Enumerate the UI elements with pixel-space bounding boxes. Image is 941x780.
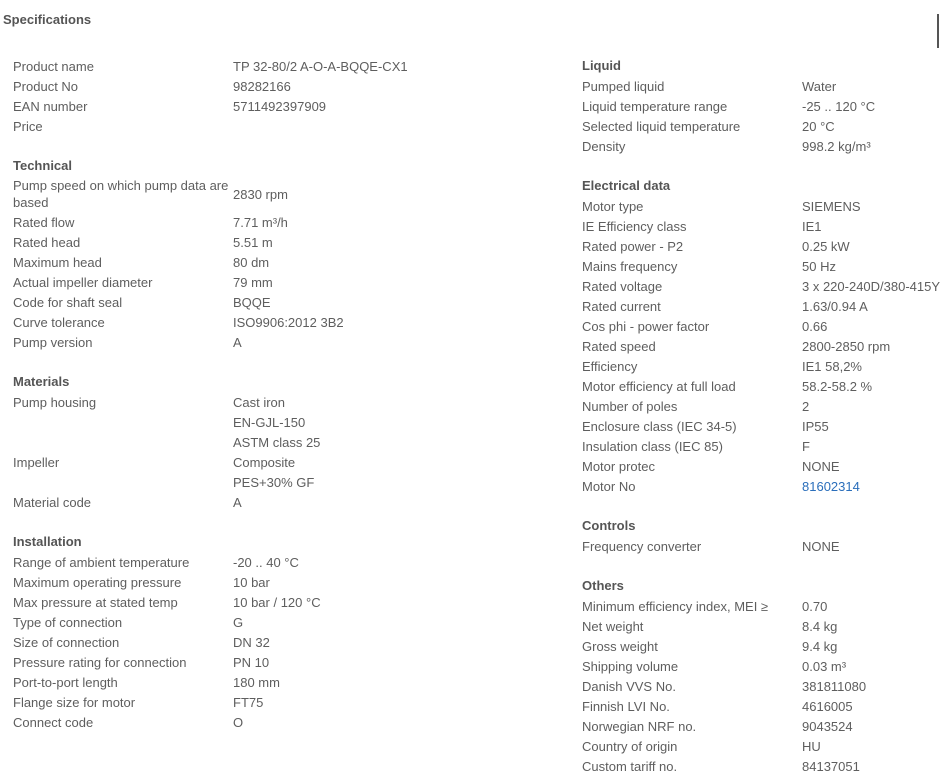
spec-label: Motor No (582, 478, 636, 494)
spec-label: Rated voltage (582, 278, 663, 294)
page-title: Specifications (3, 12, 92, 27)
spec-value: -20 .. 40 °C (233, 554, 299, 570)
spec-value: 79 mm (233, 274, 273, 290)
spec-value: 4616005 (802, 698, 853, 714)
spec-value: 3 x 220-240D/380-415Y (802, 278, 941, 294)
right-column (582, 56, 941, 776)
spec-value: PES+30% GF (233, 474, 315, 490)
spec-value: 0.25 kW (802, 238, 850, 254)
spec-value: EN-GJL-150 (233, 414, 306, 430)
spec-value: ASTM class 25 (233, 434, 321, 450)
spec-row-pump-version (13, 332, 433, 352)
spec-row-impeller-diameter (13, 272, 433, 292)
section-title: Installation (13, 534, 82, 549)
motor-no-link[interactable]: 81602314 (802, 478, 860, 494)
spec-row-efficiency (582, 356, 941, 376)
spec-value: TP 32-80/2 A-O-A-BQQE-CX1 (233, 58, 408, 74)
spec-row-product-name (13, 56, 433, 76)
spec-value: NONE (802, 458, 840, 474)
spec-label: Gross weight (582, 638, 658, 654)
spec-label: IE Efficiency class (582, 218, 687, 234)
spec-value: 1.63/0.94 A (802, 298, 868, 314)
spec-value: A (233, 494, 242, 510)
spec-label: Shipping volume (582, 658, 679, 674)
spec-label: Efficiency (582, 358, 638, 374)
spec-row-curve-tolerance (13, 312, 433, 332)
spec-row-mei (582, 596, 941, 616)
section-title: Technical (13, 158, 73, 173)
spec-row-connect-code (13, 712, 433, 732)
spec-value: 20 °C (802, 118, 835, 134)
spec-row-net-weight (582, 616, 941, 636)
spec-label: Pump version (13, 334, 93, 350)
spec-label: Motor type (582, 198, 644, 214)
spec-label: Material code (13, 494, 92, 510)
spec-label: EAN number (13, 98, 88, 114)
spec-row-custom-tariff (582, 756, 941, 776)
spec-row-rated-power (582, 236, 941, 256)
spec-label: Rated flow (13, 214, 75, 230)
spec-value: 381811080 (802, 678, 867, 694)
spec-row-pressure-rating (13, 652, 433, 672)
spec-label: Product name (13, 58, 94, 74)
spec-value: SIEMENS (802, 198, 861, 214)
spec-row-connection-size (13, 632, 433, 652)
spec-label: Impeller (13, 454, 60, 470)
spec-label: Motor efficiency at full load (582, 378, 736, 394)
spec-value: HU (802, 738, 821, 754)
section-title: Controls (582, 518, 636, 533)
spec-row-pump-housing-cont (13, 432, 433, 452)
spec-value: 10 bar / 120 °C (233, 594, 321, 610)
spec-label: Pump housing (13, 394, 97, 410)
spec-row-danish-vvs (582, 676, 941, 696)
spec-value: 8.4 kg (802, 618, 838, 634)
spec-row-impeller (13, 452, 433, 472)
spec-label: Code for shaft seal (13, 294, 123, 310)
spec-row-pump-speed (13, 176, 433, 212)
spec-value: IE1 (802, 218, 822, 234)
spec-value: 7.71 m³/h (233, 214, 288, 230)
spec-label: Frequency converter (582, 538, 702, 554)
spec-label: Mains frequency (582, 258, 678, 274)
spec-row-motor-type (582, 196, 941, 216)
section-liquid (582, 56, 941, 156)
spec-row-country-of-origin (582, 736, 941, 756)
spec-value: 58.2-58.2 % (802, 378, 873, 394)
spec-row-motor-efficiency (582, 376, 941, 396)
spec-label: Product No (13, 78, 79, 94)
spec-value: 9043524 (802, 718, 853, 734)
spec-row-pump-housing-cont (13, 412, 433, 432)
spec-row-ean-number (13, 96, 433, 116)
spec-value: Composite (233, 454, 296, 470)
spec-value: IP55 (802, 418, 829, 434)
spec-row-max-pressure-temp (13, 592, 433, 612)
spec-row-rated-current (582, 296, 941, 316)
section-technical (13, 156, 433, 352)
spec-value: -25 .. 120 °C (802, 98, 876, 114)
spec-value: G (233, 614, 244, 630)
spec-value: BQQE (233, 294, 271, 310)
spec-row-ambient-temperature (13, 552, 433, 572)
spec-label: Norwegian NRF no. (582, 718, 697, 734)
spec-value: O (233, 714, 244, 730)
spec-label: Rated current (582, 298, 661, 314)
spec-value: 0.70 (802, 598, 828, 614)
section-title: Others (582, 578, 624, 593)
spec-row-shipping-volume (582, 656, 941, 676)
section-title: Electrical data (582, 178, 671, 193)
spec-value: ISO9906:2012 3B2 (233, 314, 344, 330)
spec-value: DN 32 (233, 634, 270, 650)
spec-row-motor-no (582, 476, 941, 496)
spec-value: Cast iron (233, 394, 286, 410)
spec-value: 2 (802, 398, 810, 414)
spec-value: 84137051 (802, 758, 860, 774)
spec-value: 2800-2850 rpm (802, 338, 891, 354)
spec-label: Minimum efficiency index, MEI ≥ (582, 598, 769, 614)
spec-value: Water (802, 78, 837, 94)
spec-row-mains-frequency (582, 256, 941, 276)
spec-label: Price (13, 118, 43, 134)
spec-row-flange-size (13, 692, 433, 712)
spec-label: Connect code (13, 714, 94, 730)
spec-value: NONE (802, 538, 840, 554)
spec-label: Motor protec (582, 458, 655, 474)
spec-value: F (802, 438, 810, 454)
spec-row-selected-liquid-temp (582, 116, 941, 136)
spec-label: Maximum operating pressure (13, 574, 182, 590)
spec-label: Pressure rating for connection (13, 654, 187, 670)
spec-row-connection-type (13, 612, 433, 632)
spec-value: IE1 58,2% (802, 358, 862, 374)
spec-row-product-no (13, 76, 433, 96)
section-controls (582, 516, 941, 556)
spec-label: Finnish LVI No. (582, 698, 670, 714)
spec-label: Rated head (13, 234, 81, 250)
spec-row-number-of-poles (582, 396, 941, 416)
spec-row-rated-flow (13, 212, 433, 232)
spec-row-rated-voltage (582, 276, 941, 296)
spec-value: 10 bar (233, 574, 270, 590)
spec-row-port-to-port-length (13, 672, 433, 692)
spec-row-material-code (13, 492, 433, 512)
spec-row-rated-head (13, 232, 433, 252)
spec-row-liquid-temp-range (582, 96, 941, 116)
spec-label: Range of ambient temperature (13, 554, 190, 570)
spec-label: Maximum head (13, 254, 102, 270)
spec-row-power-factor (582, 316, 941, 336)
spec-label: Danish VVS No. (582, 678, 676, 694)
spec-label: Pumped liquid (582, 78, 665, 94)
spec-value: 0.66 (802, 318, 828, 334)
section-installation (13, 532, 433, 732)
spec-label: Actual impeller diameter (13, 274, 153, 290)
spec-label: Max pressure at stated temp (13, 594, 178, 610)
spec-label: Enclosure class (IEC 34-5) (582, 418, 737, 434)
spec-label: Rated speed (582, 338, 656, 354)
section-title: Materials (13, 374, 70, 389)
spec-label: Size of connection (13, 634, 120, 650)
spec-value: 50 Hz (802, 258, 836, 274)
spec-label: Liquid temperature range (582, 98, 728, 114)
spec-row-max-operating-pressure (13, 572, 433, 592)
spec-value: PN 10 (233, 654, 270, 670)
spec-row-enclosure-class (582, 416, 941, 436)
spec-value: 5.51 m (233, 234, 273, 250)
spec-row-ie-efficiency-class (582, 216, 941, 236)
spec-value: 98282166 (233, 78, 291, 94)
scrollbar[interactable] (937, 14, 939, 48)
spec-row-impeller-cont (13, 472, 433, 492)
spec-label: Number of poles (582, 398, 678, 414)
spec-label: Selected liquid temperature (582, 118, 741, 134)
spec-row-frequency-converter (582, 536, 941, 556)
left-column (13, 56, 433, 732)
spec-label: Curve tolerance (13, 314, 105, 330)
spec-label: Custom tariff no. (582, 758, 678, 774)
spec-row-pump-housing (13, 392, 433, 412)
spec-label: Pump speed on which pump data are based (13, 178, 229, 210)
spec-value: 180 mm (233, 674, 280, 690)
section-materials (13, 372, 433, 512)
spec-value: 9.4 kg (802, 638, 838, 654)
spec-row-density (582, 136, 941, 156)
spec-label: Country of origin (582, 738, 678, 754)
section-general (13, 56, 433, 136)
spec-label: Density (582, 138, 626, 154)
spec-row-motor-protec (582, 456, 941, 476)
section-others (582, 576, 941, 776)
spec-label: Cos phi - power factor (582, 318, 710, 334)
spec-value: 0.03 m³ (802, 658, 847, 674)
spec-label: Insulation class (IEC 85) (582, 438, 723, 454)
spec-label: Flange size for motor (13, 694, 136, 710)
section-title: Liquid (582, 58, 621, 73)
spec-value: A (233, 334, 242, 350)
spec-value: 5711492397909 (233, 98, 327, 114)
spec-label: Type of connection (13, 614, 123, 630)
spec-row-price (13, 116, 433, 136)
spec-label: Rated power - P2 (582, 238, 684, 254)
spec-row-insulation-class (582, 436, 941, 456)
spec-row-rated-speed (582, 336, 941, 356)
spec-row-maximum-head (13, 252, 433, 272)
spec-value: 998.2 kg/m³ (802, 138, 871, 154)
spec-value: FT75 (233, 694, 264, 710)
spec-value: 80 dm (233, 254, 270, 270)
spec-row-gross-weight (582, 636, 941, 656)
spec-label: Port-to-port length (13, 674, 118, 690)
section-electrical-data (582, 176, 941, 496)
spec-row-norwegian-nrf (582, 716, 941, 736)
spec-label: Net weight (582, 618, 644, 634)
spec-row-pumped-liquid (582, 76, 941, 96)
spec-value: 2830 rpm (233, 186, 288, 202)
spec-row-shaft-seal (13, 292, 433, 312)
spec-row-finnish-lvi (582, 696, 941, 716)
